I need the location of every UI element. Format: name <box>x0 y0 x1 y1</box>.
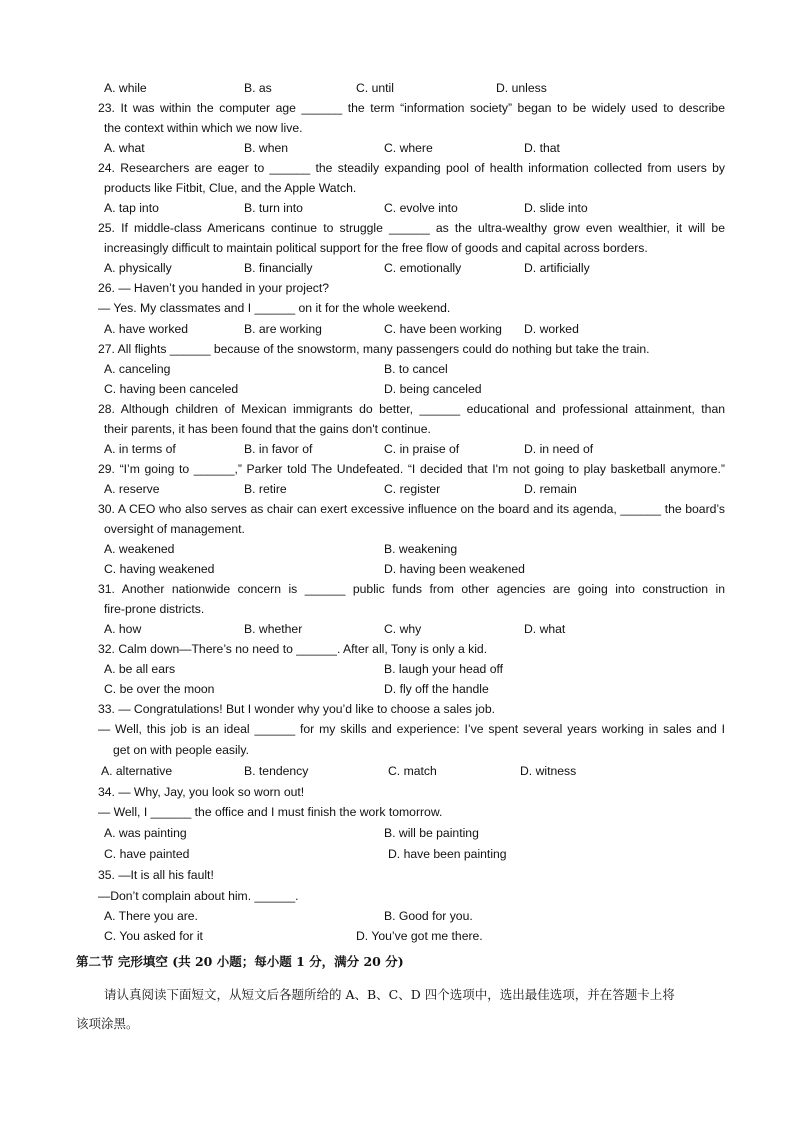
option-c: C. having been canceled <box>104 382 239 396</box>
option-a: A. alternative <box>101 764 173 778</box>
question-text: 35. —It is all his fault! <box>98 868 214 882</box>
option-a: A. have worked <box>104 322 189 336</box>
option-a: A. what <box>104 141 145 155</box>
option-d: D. being canceled <box>384 382 482 396</box>
option-a: A. weakened <box>104 542 175 556</box>
option-d: D. have been painting <box>388 847 507 861</box>
option-c: C. be over the moon <box>104 682 215 696</box>
option-c: C. where <box>384 141 433 155</box>
option-b: B. to cancel <box>384 362 448 376</box>
option-d: D. witness <box>520 764 577 778</box>
option-c: C. in praise of <box>384 442 460 456</box>
option-c: C. You asked for it <box>104 929 203 943</box>
question-text: 25. If middle-class Americans continue to struggle ______ as the ultra-wealthy grow even wealthier, it will be <box>98 221 725 235</box>
option-c: C. match <box>388 764 437 778</box>
section-title: 第二节 完形填空 (共 20 小题；每小题 1 分，满分 20 分) <box>76 954 404 969</box>
question-text: 24. Researchers are eager to ______ the steadily expanding pool of health information collected from users by <box>98 161 725 175</box>
question-text: 26. — Haven’t you handed in your project? <box>98 281 330 295</box>
option-d: D. artificially <box>524 261 590 275</box>
option-d: D. You’ve got me there. <box>356 929 483 943</box>
option-d: D. fly off the handle <box>384 682 489 696</box>
option-c: C. why <box>384 622 422 636</box>
option-a: A. was painting <box>104 826 187 840</box>
option-b: B. tendency <box>244 764 309 778</box>
option-b: B. whether <box>244 622 303 636</box>
option-d: D. worked <box>524 322 579 336</box>
question-text: 29. “I’m going to ______,” Parker told The Undefeated. “I decided that I'm not going to play basketball anymore.” <box>98 462 725 476</box>
option-c: C. having weakened <box>104 562 215 576</box>
question-text-cont: increasingly difficult to maintain political support for the free flow of goods and capital across borders. <box>104 241 648 255</box>
question-text: 30. A CEO who also serves as chair can exert excessive influence on the board and its agenda, ______ the board’s <box>98 502 725 516</box>
option-b: B. weakening <box>384 542 458 556</box>
question-text-cont: — Well, I ______ the office and I must finish the work tomorrow. <box>98 805 443 819</box>
option-c: C. evolve into <box>384 201 458 215</box>
option-b: B. financially <box>244 261 313 275</box>
option-b: B. laugh your head off <box>384 662 504 676</box>
question-text-cont: oversight of management. <box>104 522 245 536</box>
question-text-cont: products like Fitbit, Clue, and the Apple Watch. <box>104 181 357 195</box>
option-d: D. in need of <box>524 442 594 456</box>
question-text-cont: —Don’t complain about him. ______. <box>98 889 299 903</box>
option-c: C. until <box>356 81 394 95</box>
section-instruction: 请认真阅读下面短文，从短文后各题所给的 A、B、C、D 四个选项中，选出最佳选项，并在答题卡上将 <box>104 987 675 1002</box>
option-a: A. tap into <box>104 201 159 215</box>
option-b: B. retire <box>244 482 287 496</box>
question-text-cont: their parents, it has been found that the gains don't continue. <box>104 422 431 436</box>
option-a: A. how <box>104 622 142 636</box>
option-b: B. as <box>244 81 272 95</box>
question-text-cont2: get on with people easily. <box>113 743 249 757</box>
option-d: D. unless <box>496 81 547 95</box>
option-a: A. canceling <box>104 362 171 376</box>
option-b: B. turn into <box>244 201 303 215</box>
option-a: A. reserve <box>104 482 160 496</box>
question-text-cont: — Well, this job is an ideal ______ for my skills and experience: I’ve spent several years working in sales and I <box>98 722 725 736</box>
question-text-cont: — Yes. My classmates and I ______ on it for the whole weekend. <box>98 301 451 315</box>
option-b: B. in favor of <box>244 442 313 456</box>
question-text-cont: fire-prone districts. <box>104 602 205 616</box>
option-b: B. Good for you. <box>384 909 473 923</box>
option-c: C. have painted <box>104 847 190 861</box>
option-d: D. remain <box>524 482 577 496</box>
option-c: C. emotionally <box>384 261 462 275</box>
question-text-cont: the context within which we now live. <box>104 121 303 135</box>
question-text: 27. All flights ______ because of the snowstorm, many passengers could do nothing but take the train. <box>98 342 650 356</box>
option-a: A. while <box>104 81 147 95</box>
question-text: 34. — Why, Jay, you look so worn out! <box>98 785 305 799</box>
option-a: A. There you are. <box>104 909 198 923</box>
option-a: A. in terms of <box>104 442 176 456</box>
section-instruction-cont: 该项涂黑。 <box>76 1016 139 1031</box>
question-text: 31. Another nationwide concern is ______ public funds from other agencies are going into construction in <box>98 582 725 596</box>
option-a: A. physically <box>104 261 172 275</box>
question-text: 28. Although children of Mexican immigrants do better, ______ educational and professional attainment, than <box>98 402 725 416</box>
option-c: C. register <box>384 482 441 496</box>
question-text: 33. — Congratulations! But I wonder why you’d like to choose a sales job. <box>98 702 495 716</box>
option-b: B. are working <box>244 322 322 336</box>
question-text: 23. It was within the computer age ______ the term “information society” began to be widely used to describe <box>98 101 725 115</box>
question-text: 32. Calm down—There’s no need to ______. After all, Tony is only a kid. <box>98 642 488 656</box>
option-d: D. that <box>524 141 560 155</box>
option-d: D. what <box>524 622 566 636</box>
option-b: B. when <box>244 141 289 155</box>
option-c: C. have been working <box>384 322 502 336</box>
option-b: B. will be painting <box>384 826 479 840</box>
option-d: D. having been weakened <box>384 562 525 576</box>
option-d: D. slide into <box>524 201 588 215</box>
option-a: A. be all ears <box>104 662 176 676</box>
